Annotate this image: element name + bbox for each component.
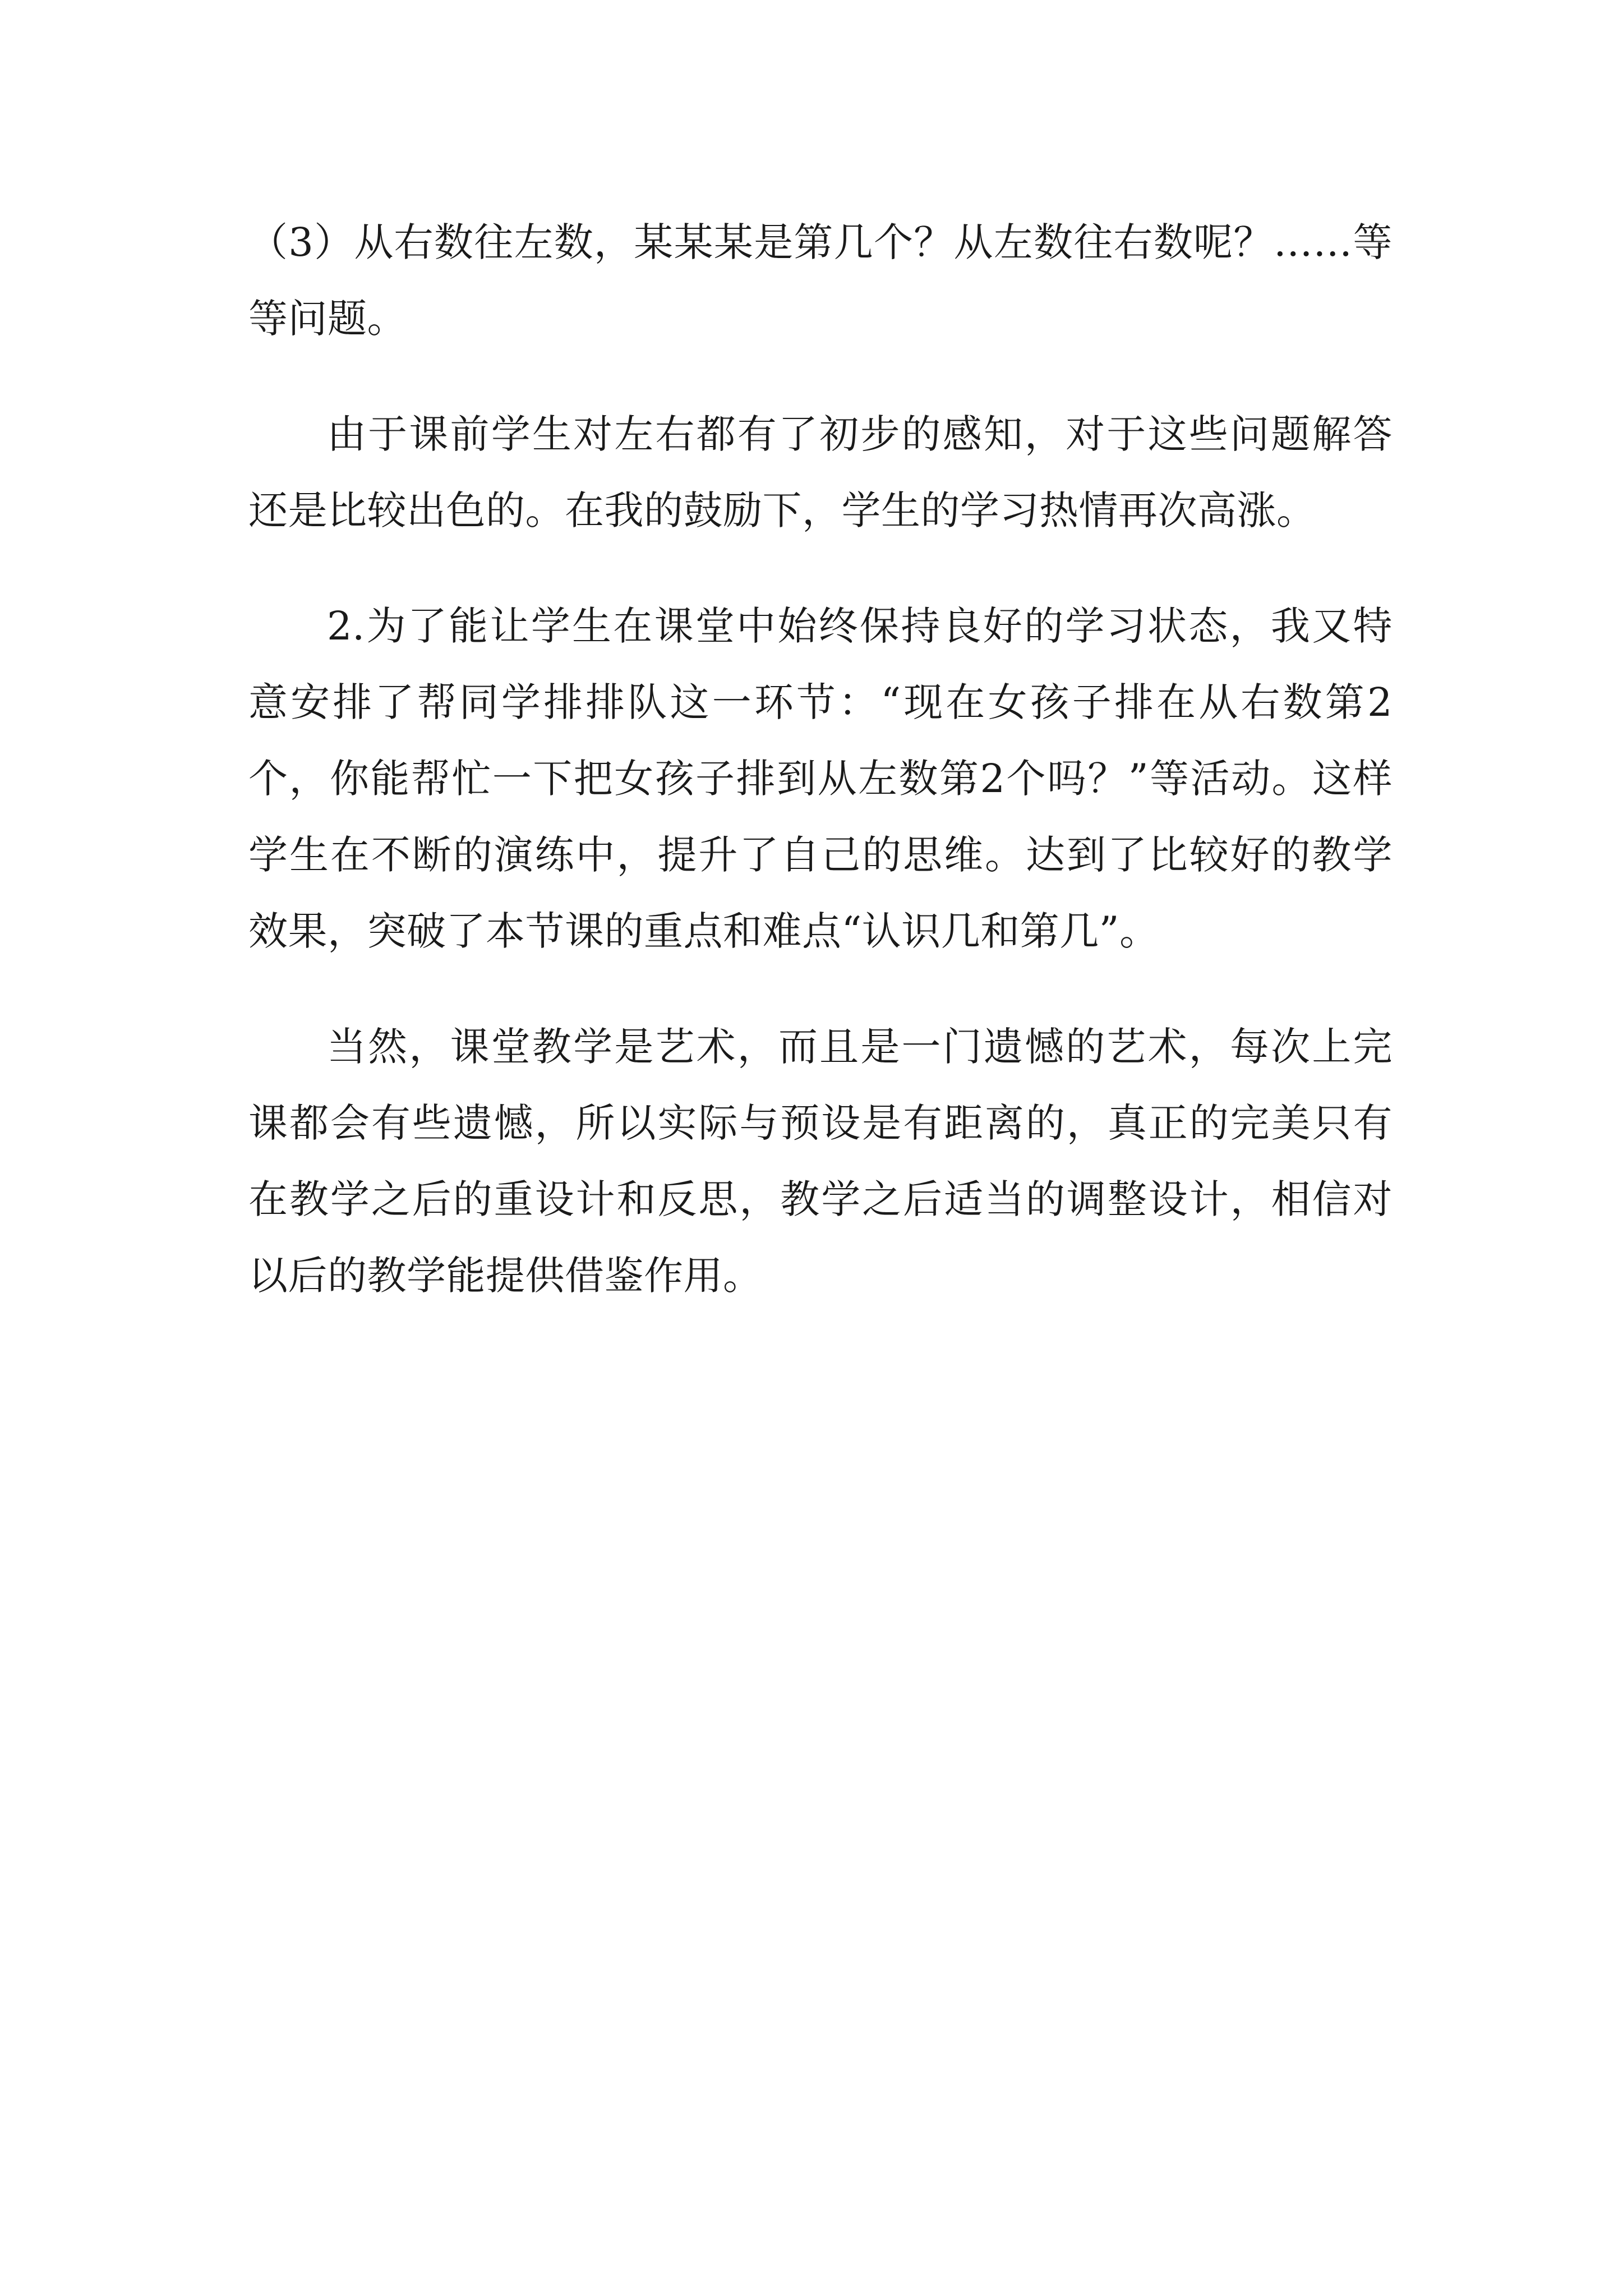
paragraph-activity-2: 2.为了能让学生在课堂中始终保持良好的学习状态，我又特意安排了帮同学排排队这一环节：“现在女孩子排在从右数第2个，你能帮忙一下把女孩子排到从左数第2个吗？”等活动。这样学生在不断的演练中，提升了自己的思维。达到了比较好的教学效果，突破了本节课的重点和难点“认识几和第几”。 <box>248 603 1393 954</box>
paragraph-student-response: 由于课前学生对左右都有了初步的感知，对于这些问题解答还是比较出色的。在我的鼓励下，学生的学习热情再次高涨。 <box>248 411 1393 533</box>
paragraph-reflection: 当然，课堂教学是艺术，而且是一门遗憾的艺术，每次上完课都会有些遗憾，所以实际与预设是有距离的，真正的完美只有在教学之后的重设计和反思，教学之后适当的调整设计，相信对以后的教学能提供借鉴作用。 <box>248 1024 1393 1299</box>
paragraph-question-3: （3）从右数往左数，某某某是第几个？从左数往右数呢？……等等问题。 <box>248 219 1393 342</box>
document-body <box>248 204 1393 1353</box>
